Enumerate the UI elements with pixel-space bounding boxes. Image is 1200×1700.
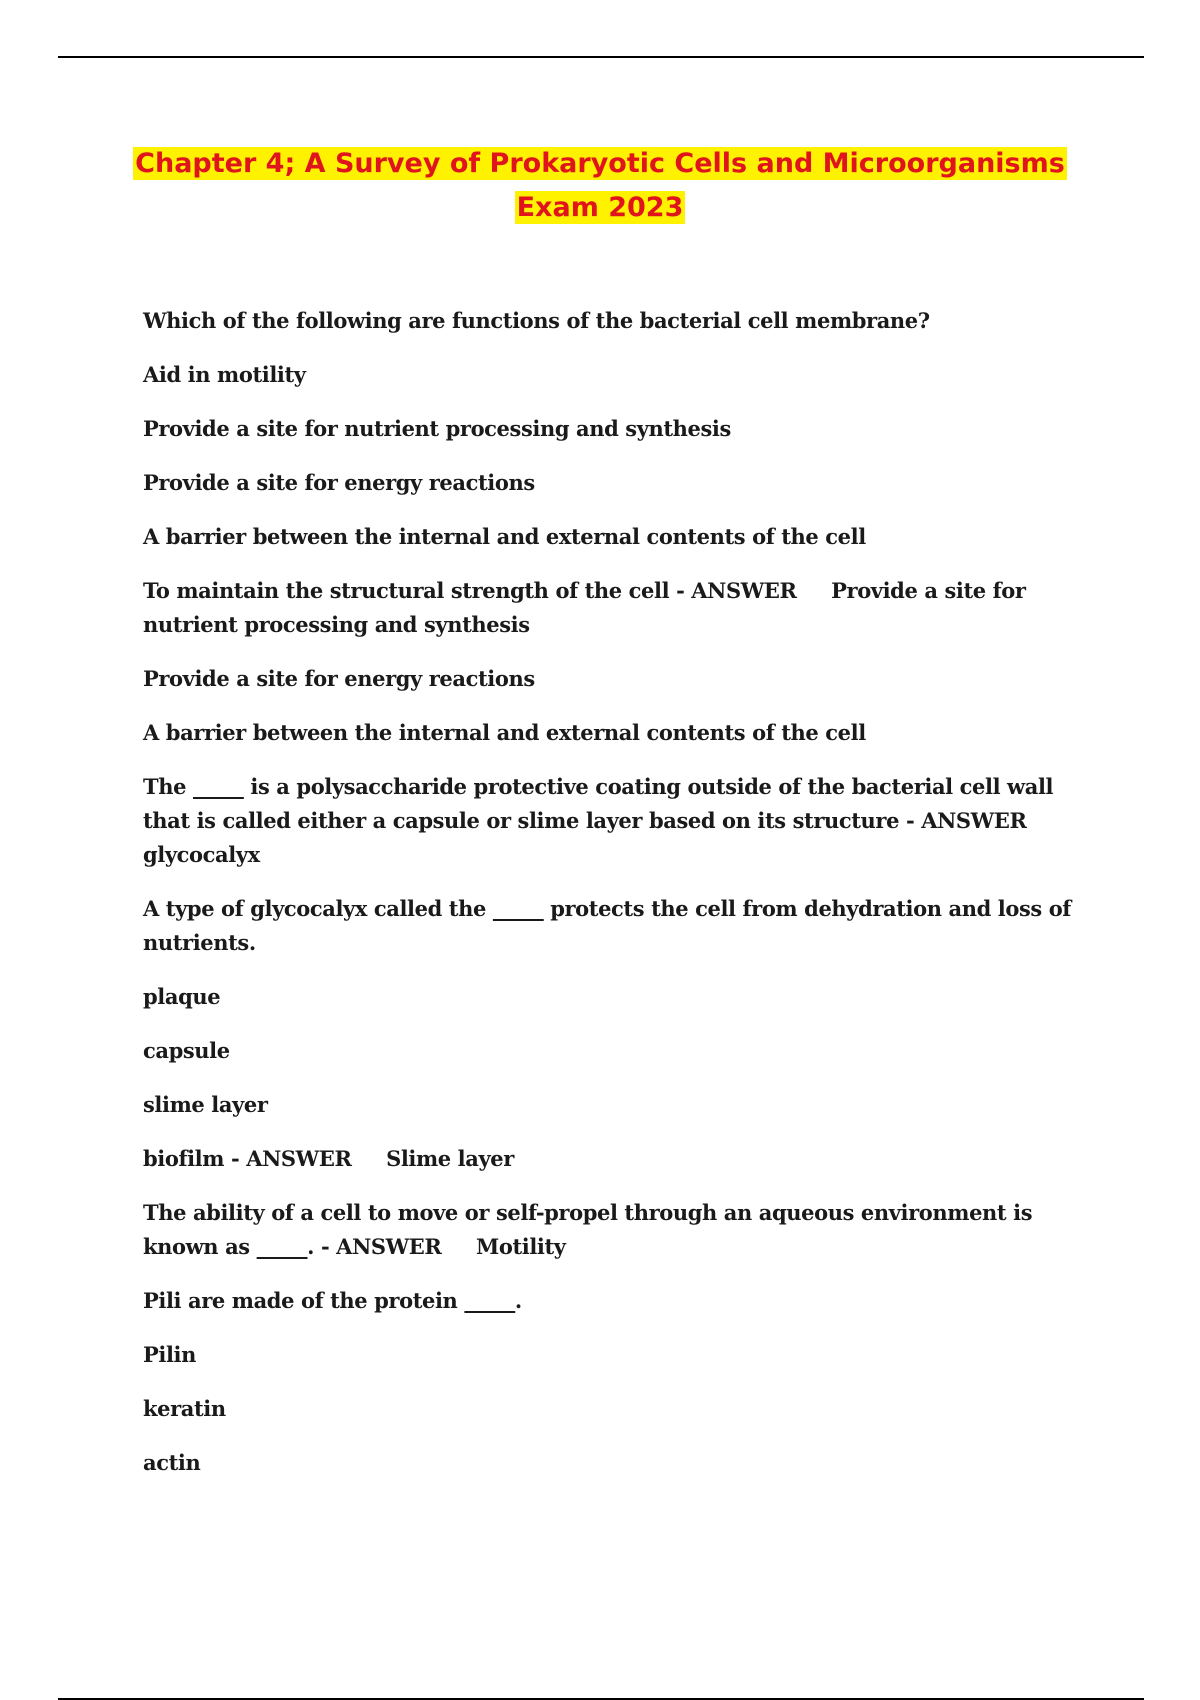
question-motility: The ability of a cell to move or self-propel through an aqueous environment is known as _____. - ANSWER Motility [143,1200,1040,1259]
answer-slime-layer: biofilm - ANSWER Slime layer [143,1146,514,1171]
answer-membrane-functions: To maintain the structural strength of the cell - ANSWER Provide a site for nutrient processing and synthesis [143,578,1033,637]
question-membrane-functions: Which of the following are functions of the bacterial cell membrane? [143,308,930,333]
option-pilin: Pilin [143,1342,196,1367]
option-keratin: keratin [143,1396,226,1421]
option-actin: actin [143,1450,201,1475]
option-nutrient-processing: Provide a site for nutrient processing and synthesis [143,416,731,441]
option-barrier: A barrier between the internal and external contents of the cell [143,524,866,549]
answer-barrier: A barrier between the internal and external contents of the cell [143,720,866,745]
title-line-1: Chapter 4; A Survey of Prokaryotic Cells and Microorganisms [135,148,1065,179]
answer-energy-reactions: Provide a site for energy reactions [143,666,535,691]
question-glycocalyx: The _____ is a polysaccharide protective coating outside of the bacterial cell wall that is called either a capsule or slime layer based on its structure - ANSWER glycocalyx [143,774,1054,867]
option-aid-in-motility: Aid in motility [143,362,306,387]
document-body [143,304,1093,1500]
question-slime-layer: A type of glycocalyx called the _____ protects the cell from dehydration and loss of nutrients. [143,896,1071,955]
option-capsule: capsule [143,1038,230,1063]
option-slime-layer: slime layer [143,1092,268,1117]
document-title [0,142,1200,230]
question-pili-protein: Pili are made of the protein _____. [143,1288,522,1313]
title-line-2: Exam 2023 [516,192,684,223]
option-energy-reactions: Provide a site for energy reactions [143,470,535,495]
header-rule [58,56,1144,58]
option-plaque: plaque [143,984,221,1009]
